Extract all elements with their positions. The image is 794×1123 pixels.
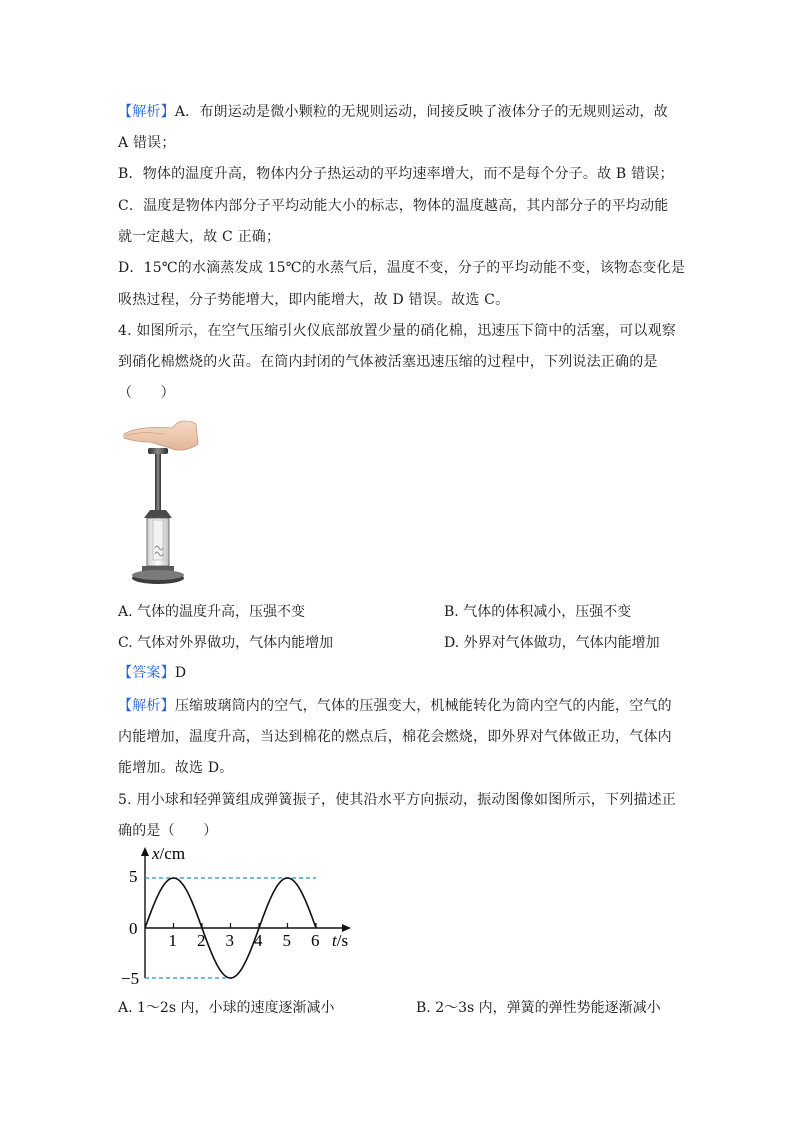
y-axis-label: x/cm: [152, 844, 186, 863]
q4-blank: （ ）: [118, 385, 175, 401]
x-tick-label-3: 3: [225, 931, 234, 950]
q4-stem-line-2: 到硝化棉燃烧的火苗。在筒内封闭的气体被活塞迅速压缩的过程中，下列说法正确的是: [118, 354, 658, 370]
q3-analysis-line-3: B．物体的温度升高，物体内分子热运动的平均速率增大，而不是每个分子。故 B 错误；: [118, 166, 674, 182]
analysis-tag: 【解析】: [118, 104, 175, 120]
q3-analysis-line-4: C．温度是物体内部分子平均动能大小的标志，物体的温度越高，其内部分子的平均动能: [118, 198, 669, 214]
q5-stem-line-2: 确的是（ ）: [118, 823, 218, 839]
answer-tag: 【答案】: [118, 665, 175, 681]
x-tick-label-2: 2: [197, 931, 206, 950]
q4-stem-line-1: 4. 如图所示，在空气压缩引火仪底部放置少量的硝化棉，迅速压下筒中的活塞，可以观察: [118, 323, 677, 339]
q4-answer-line: [118, 663, 678, 683]
q4-analysis-line-1: 【解析】压缩玻璃筒内的空气，气体的压强变大，机械能转化为筒内空气的内能，空气的: [118, 698, 672, 714]
q4-option-d: D. 外界对气体做功，气体内能增加: [444, 635, 660, 651]
y-tick-neg5: −5: [121, 969, 140, 988]
q4-option-b: B. 气体的体积减小，压强不变: [444, 604, 632, 620]
q3-analysis-line-6: D．15℃的水滴蒸发成 15℃的水蒸气后，温度不变，分子的平均动能不变，该物态变化是: [118, 260, 686, 276]
x-tick-label-4: 4: [254, 931, 263, 950]
q3-analysis-line-1: 【解析】A．布朗运动是微小颗粒的无规则运动，间接反映了液体分子的无规则运动，故: [118, 104, 668, 120]
q3-analysis-line-5: 就一定越大，故 C 正确；: [118, 229, 281, 245]
q3-analysis-line-7: 吸热过程，分子势能增大，即内能增大，故 D 错误。故选 C。: [118, 292, 510, 308]
y-axis-arrow: [141, 847, 149, 856]
fire-piston-figure: [120, 418, 200, 588]
analysis-tag: 【解析】: [118, 698, 175, 714]
x-axis-label: t/s: [332, 931, 349, 950]
x-tick-label-1: 1: [168, 931, 177, 950]
q5-stem-line-1: 5. 用小球和轻弹簧组成弹簧振子，使其沿水平方向振动，振动图像如图所示，下列描述正: [118, 792, 677, 808]
q4-analysis-line-2: 内能增加，温度升高，当达到棉花的燃点后，棉花会燃烧，即外界对气体做正功，气体内: [118, 729, 672, 745]
q3-analysis-line-2: A 错误；: [118, 135, 176, 151]
q5-option-a: A. 1～2s 内，小球的速度逐渐减小: [118, 1000, 335, 1016]
q4-answer: D: [174, 665, 187, 681]
q4-option-a: A. 气体的温度升高，压强不变: [118, 604, 306, 620]
q4-analysis-line-3: 能增加。故选 D。: [118, 760, 234, 776]
y-tick-5: 5: [129, 867, 138, 886]
x-tick-label-6: 6: [311, 931, 320, 950]
q4-option-c: C. 气体对外界做功，气体内能增加: [118, 635, 334, 651]
x-tick-label-5: 5: [282, 931, 291, 950]
origin-label: 0: [129, 919, 138, 938]
q5-option-b: B. 2～3s 内，弹簧的弹性势能逐渐减小: [416, 1000, 661, 1016]
vibration-graph: [120, 842, 370, 990]
